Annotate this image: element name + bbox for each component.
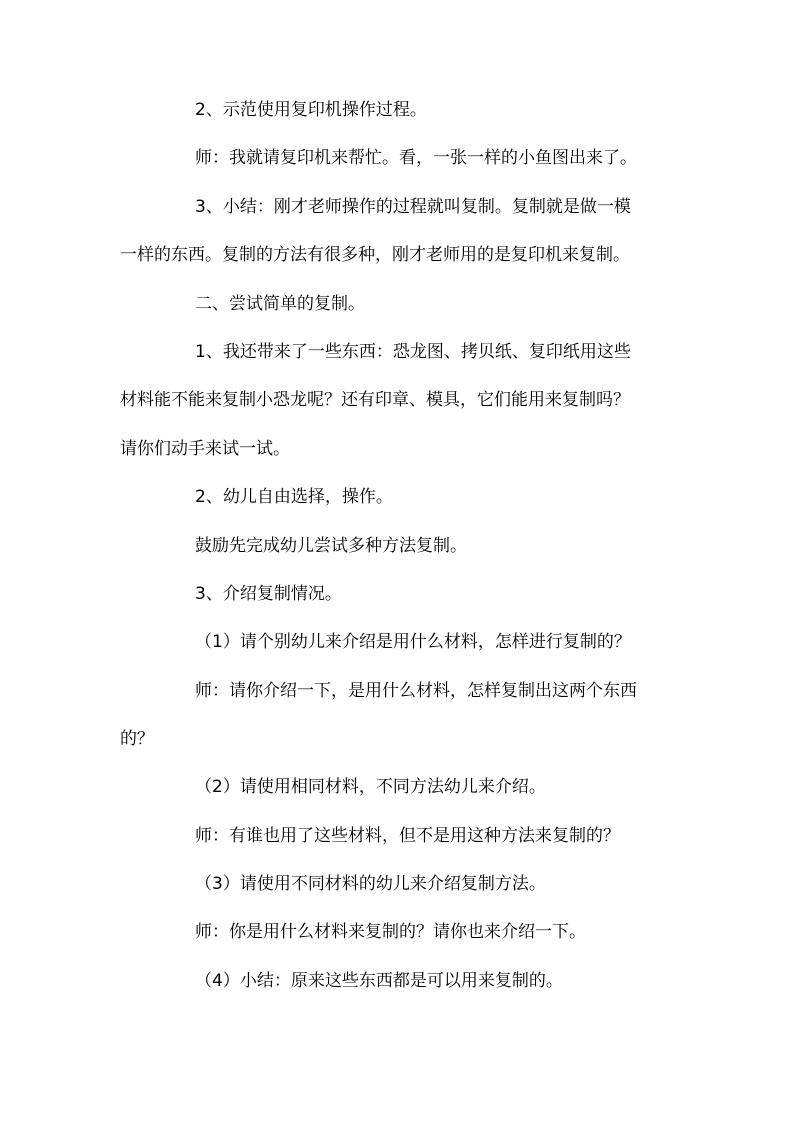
paragraph-line: 3、小结：刚才老师操作的过程就叫复制。复制就是做一模: [195, 197, 631, 217]
paragraph-line: 2、示范使用复印机操作过程。: [195, 100, 427, 120]
paragraph-line: 的？: [120, 729, 154, 749]
paragraph-line: 1、我还带来了一些东西：恐龙图、拷贝纸、复印纸用这些: [195, 342, 631, 362]
paragraph-line: 鼓励先完成幼儿尝试多种方法复制。: [195, 536, 467, 556]
paragraph-line: 师：有谁也用了这些材料，但不是用这种方法来复制的？: [195, 826, 620, 846]
paragraph-line: 师：你是用什么材料来复制的？请你也来介绍一下。: [195, 922, 586, 942]
paragraph-line: （2）请使用相同材料，不同方法幼儿来介绍。: [195, 777, 546, 797]
section-heading: 二、尝试简单的复制。: [195, 294, 365, 314]
paragraph-line: （1）请个别幼儿来介绍是用什么材料，怎样进行复制的？: [195, 632, 631, 652]
paragraph-line: 2、幼儿自由选择，操作。: [195, 487, 393, 507]
paragraph-line: （3）请使用不同材料的幼儿来介绍复制方法。: [195, 874, 546, 894]
paragraph-line: 材料能不能来复制小恐龙呢？还有印章、模具，它们能用来复制吗？: [120, 390, 630, 410]
paragraph-line: 师：我就请复印机来帮忙。看，一张一样的小鱼图出来了。: [195, 148, 637, 168]
paragraph-line: 一样的东西。复制的方法有很多种，刚才老师用的是复印机来复制。: [120, 245, 630, 265]
paragraph-line: 师：请你介绍一下，是用什么材料，怎样复制出这两个东西: [195, 681, 637, 701]
paragraph-line: 3、介绍复制情况。: [195, 584, 342, 604]
paragraph-line: （4）小结：原来这些东西都是可以用来复制的。: [195, 971, 563, 991]
paragraph-line: 请你们动手来试一试。: [120, 439, 290, 459]
